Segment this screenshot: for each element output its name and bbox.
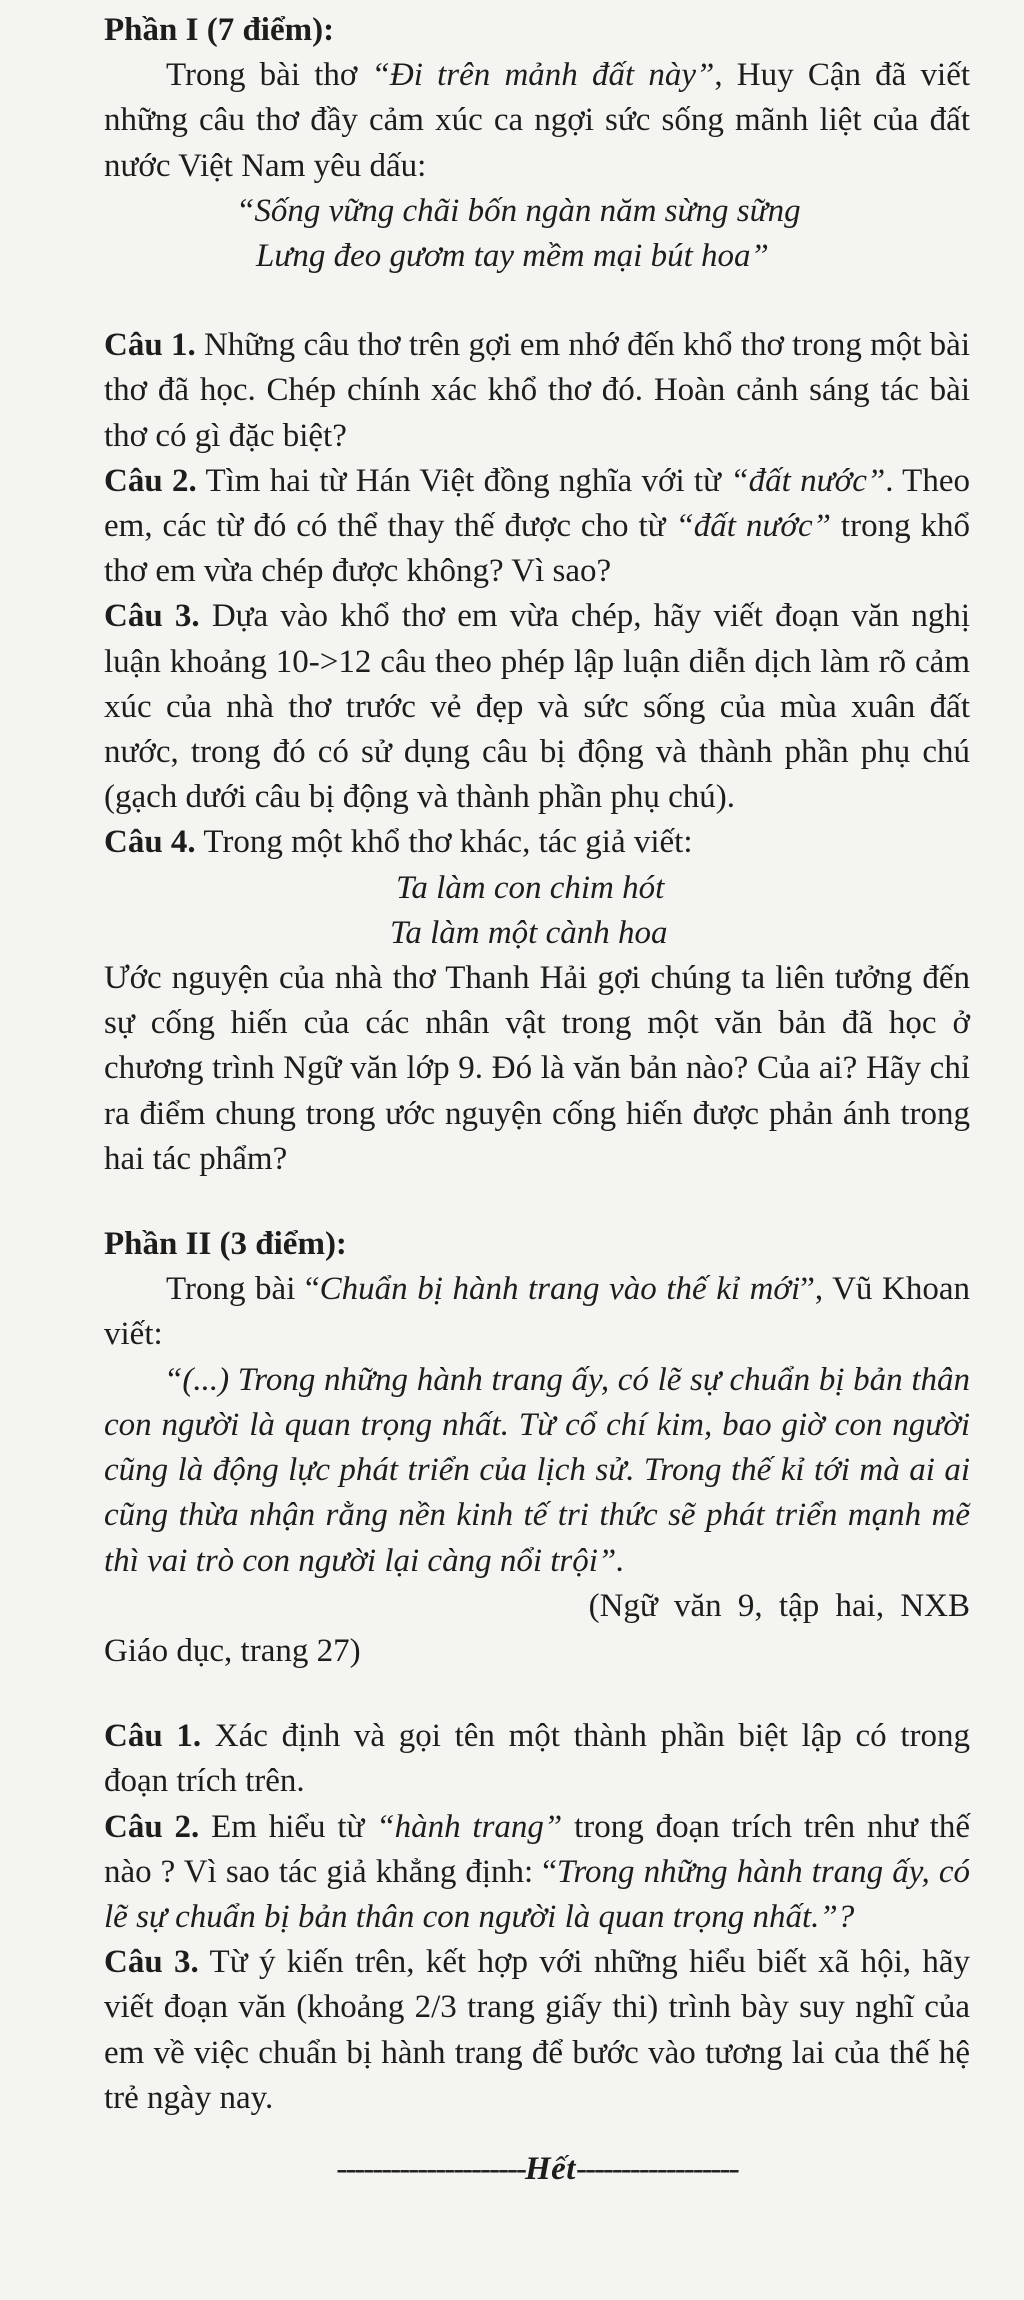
question-emphasis: “hành trang” (376, 1808, 563, 1845)
part2-question-3 (104, 1940, 970, 2121)
part2-intro-text: Trong bài “ (166, 1271, 320, 1308)
article-quote: “(...) Trong những hành trang ấy, có lẽ sự chuẩn bị bản thân con người là quan trọng nhất. Từ cổ chí kim, bao giờ con người cũng là động lực phát triển của lịch sử. Trong thế kỉ tới mà ai ai cũng thừa nhận rằng nền kinh tế tri thức sẽ phát triển mạnh mẽ thì vai trò con người lại càng nổi trội”. (104, 1361, 970, 1579)
question-label: Câu 2. (104, 462, 197, 499)
poem-title: “Đi trên mảnh đất này” (371, 57, 715, 94)
part1-intro (104, 53, 970, 189)
source-line-2: Giáo dục, trang 27) (104, 1632, 361, 1669)
part1-question-4-follow: Ước nguyện của nhà thơ Thanh Hải gợi chúng ta liên tưởng đến sự cống hiến của các nhân vật trong một văn bản đã học ở chương trình Ngữ văn lớp 9. Đó là văn bản nào? Của ai? Hãy chỉ ra điểm chung trong ước nguyện cống hiến được phản ánh trong hai tác phẩm? (104, 960, 970, 1177)
question-label: Câu 4. (104, 824, 196, 861)
part1-question-2 (104, 459, 970, 595)
part1-question-3 (104, 594, 970, 820)
divider-right: ------------------ (575, 2150, 738, 2187)
question-emphasis: “đất nước” (730, 462, 886, 499)
question-text: Những câu thơ trên gợi em nhớ đến khổ thơ trong một bài thơ đã học. Chép chính xác khổ thơ đó. Hoàn cảnh sáng tác bài thơ có gì đặc biệt? (104, 327, 970, 454)
part1-heading: Phần I (7 điểm): (104, 12, 335, 48)
question-label: Câu 3. (104, 598, 200, 635)
question-text: Trong một khổ thơ khác, tác giả viết: (195, 824, 693, 861)
part1-intro-text-2: , Huy Cận đã viết những câu thơ đầy cảm xúc ca ngợi sức sống mãnh liệt của đất nước Việt Nam yêu dấu: (104, 57, 971, 184)
part2-intro (104, 1267, 970, 1357)
part1-question-1 (104, 323, 970, 459)
question-label: Câu 2. (104, 1808, 200, 1845)
question-emphasis: “đất nước” (675, 508, 831, 545)
question-label: Câu 3. (104, 1944, 199, 1981)
end-word: Hết (524, 2150, 576, 2187)
poem2-line-2: Ta làm một cành hoa (390, 914, 668, 951)
question-label: Câu 1. (104, 327, 196, 364)
question-text: Xác định và gọi tên một thành phần biệt lập có trong đoạn trích trên. (104, 1718, 970, 1800)
poem2-line-1: Ta làm con chim hót (396, 869, 665, 906)
end-marker (104, 2147, 970, 2192)
question-text: Từ ý kiến trên, kết hợp với những hiểu biết xã hội, hãy viết đoạn văn (khoảng 2/3 trang giấy thi) trình bày suy nghĩ của em về việc chuẩn bị hành trang để bước vào tương lai của thế hệ trẻ ngày nay. (104, 1944, 970, 2116)
part2-heading: Phần II (3 điểm): (104, 1226, 347, 1263)
poem-line-2: Lưng đeo gươm tay mềm mại bút hoa” (256, 238, 769, 275)
poem-line-1: “Sống vững chãi bốn ngàn năm sừng sững (236, 192, 801, 229)
question-text: . Theo em, các từ đó có thể thay thế được cho từ (104, 462, 970, 545)
question-text: Em hiểu từ (199, 1808, 377, 1845)
article-title: Chuẩn bị hành trang vào thế kỉ mới (319, 1271, 801, 1308)
part2-question-2 (104, 1805, 970, 1941)
part2-question-1 (104, 1714, 970, 1804)
question-text: trong đoạn trích trên như thế nào ? Vì sao tác giả khẳng định: “ (104, 1808, 971, 1890)
part2-intro-text-2: ”, Vũ Khoan viết: (104, 1271, 970, 1353)
question-label: Câu 1. (104, 1718, 202, 1755)
question-emphasis: Trong những hành trang ấy, có lẽ sự chuẩn bị bản thân con người là quan trọng nhất.”? (104, 1853, 970, 1935)
part1-intro-text: Trong bài thơ (166, 57, 372, 94)
part1-question-4 (104, 820, 970, 865)
source-line-1: (Ngữ văn 9, tập hai, NXB (588, 1587, 970, 1624)
question-text: Tìm hai từ Hán Việt đồng nghĩa với từ (196, 462, 731, 499)
question-text: trong khổ thơ em vừa chép được không? Vì sao? (104, 508, 970, 590)
divider-left: --------------------- (336, 2150, 525, 2187)
question-text: Dựa vào khổ thơ em vừa chép, hãy viết đoạn văn nghị luận khoảng 10->12 câu theo phép lập luận diễn dịch làm rõ cảm xúc của nhà thơ trước vẻ đẹp và sức sống của mùa xuân đất nước, trong đó có sử dụng câu bị động và thành phần phụ chú (gạch dưới câu bị động và thành phần phụ chú). (104, 598, 970, 816)
